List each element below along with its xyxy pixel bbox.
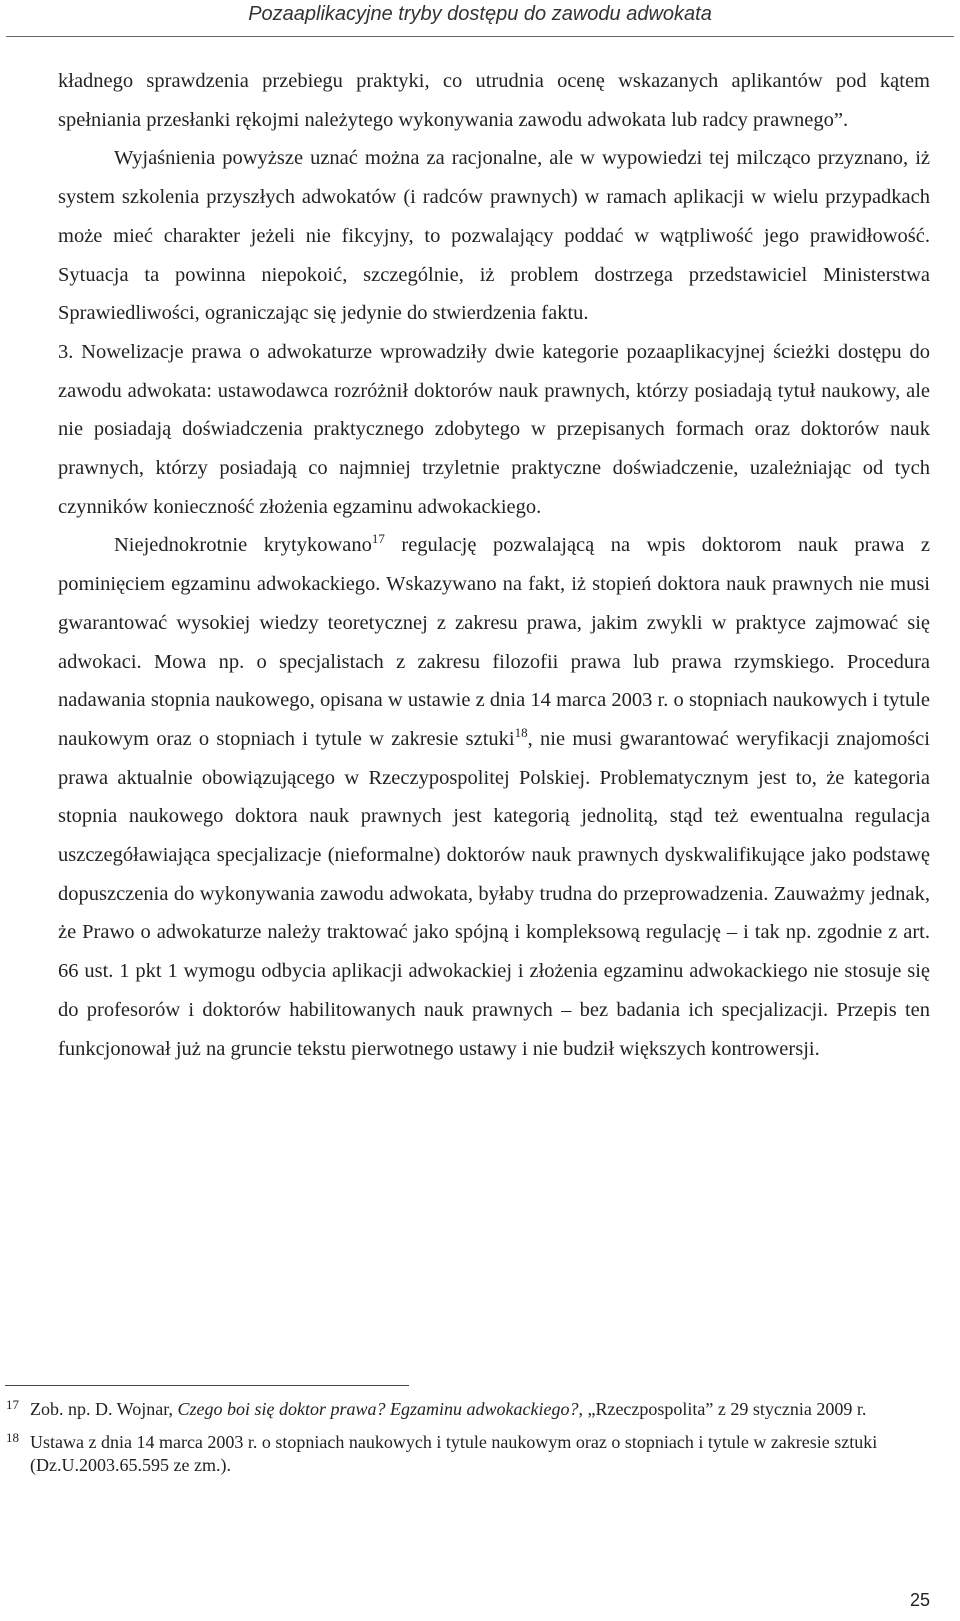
footnote-18 — [0, 1431, 930, 1477]
footnote-divider — [5, 1385, 409, 1386]
running-header — [0, 0, 960, 38]
paragraph-4 — [58, 526, 930, 1068]
footnote-ref-17[interactable]: 17 — [371, 531, 385, 547]
footnote-cited-title: Czego boi się doktor prawa? Egzaminu adwokackiego? — [177, 1399, 579, 1419]
paragraph-2: Wyjaśnienia powyższe uznać można za racjonalne, ale w wypowiedzi tej milcząco przyznano, iż system szkolenia przyszłych adwokatów (i radców prawnych) w ramach aplikacji w wielu przypadkach może mieć charakter jeżeli nie fikcyjny, to pozwalający poddać w wątpliwość jego prawidłowość. Sytuacja ta powinna niepokoić, szczególnie, iż problem dostrzega przedstawiciel Ministerstwa Sprawiedliwości, ograniczając się jedynie do stwierdzenia faktu. — [58, 147, 930, 325]
main-text — [58, 62, 930, 1068]
paragraph-1: kładnego sprawdzenia przebiegu praktyki, co utrudnia ocenę wskazanych aplikantów pod kątem spełniania przesłanki rękojmi należytego wykonywania zawodu adwokata lub radcy prawnego”. — [58, 70, 930, 131]
footnote-ref-18[interactable]: 18 — [514, 724, 528, 740]
paragraph-4-part-c: , nie musi gwarantować weryfikacji znajomości prawa aktualnie obowiązującego w Rzeczypospolitej Polskiej. Problematycznym jest to, że kategoria stopnia naukowego doktora nauk prawnych jest kategorią jednolitą, stąd też ewentualna regulacja uszczegóławiająca specjalizacje (nieformalne) doktorów nauk prawnych dyskwalifikujące jako podstawę dopuszczenia do wykonywania zawodu adwokata, byłaby trudna do przeprowadzenia. Zauważmy jednak, że Prawo o adwokaturze należy traktować jako spójną i kompleksową regulację – i tak np. zgodnie z art. 66 ust. 1 pkt 1 wymogu odbycia aplikacji adwokackiej i złożenia egzaminu adwokackiego nie stosuje się do profesorów i doktorów habilitowanych nauk prawnych – bez badania ich specjalizacji. Przepis ten funkcjonował już na gruncie tekstu pierwotnego ustawy i nie budził większych kontrowersji. — [58, 727, 930, 1060]
paragraph-4-part-a: Niejednokrotnie krytykowano — [114, 534, 372, 557]
footnote-text: Zob. np. D. Wojnar, — [30, 1399, 178, 1419]
paragraph-3: 3. Nowelizacje prawa o adwokaturze wprowadziły dwie kategorie pozaaplikacyjnej ścieżki dostępu do zawodu adwokata: ustawodawca rozróżnił doktorów nauk prawnych, którzy posiadają tytuł naukowy, ale nie posiadają doświadczenia praktycznego zdobytego w przepisanych formach oraz doktorów nauk prawnych, którzy posiadają co najmniej trzyletnie praktyczne doświadczenie, uzależniając od tych czynników konieczność złożenia egzaminu adwokackiego. — [58, 340, 930, 518]
paragraph-4-part-b: regulację pozwalającą na wpis doktorom nauk prawa z pominięciem egzaminu adwokackiego. Wskazywano na fakt, iż stopień doktora nauk prawnych nie musi gwarantować wysokiej wiedzy teoretycznej z zakresu prawa, jakim zwykli w praktyce zajmować się adwokaci. Mowa np. o specjalistach z zakresu filozofii prawa lub prawa rzymskiego. Procedura nadawania stopnia naukowego, opisana w ustawie z dnia 14 marca 2003 r. o stopniach naukowych i tytule naukowym oraz o stopniach i tytule w zakresie sztuki — [58, 534, 930, 750]
footnote-text: Ustawa z dnia 14 marca 2003 r. o stopniach naukowych i tytule naukowym oraz o stopniach i tytule w zakresie sztuki (Dz.U.2003.65.595 ze zm.). — [30, 1432, 878, 1475]
footnote-number: 17 — [6, 1397, 19, 1412]
footnote-number: 18 — [6, 1430, 19, 1445]
footnote-17 — [0, 1398, 930, 1421]
page-number: 25 — [909, 1590, 930, 1610]
footnotes — [0, 1398, 930, 1487]
running-title: Pozaaplikacyjne tryby dostępu do zawodu adwokata — [248, 3, 712, 25]
footnote-text-tail: , „Rzeczpospolita” z 29 stycznia 2009 r. — [578, 1399, 867, 1419]
header-divider — [6, 36, 954, 37]
